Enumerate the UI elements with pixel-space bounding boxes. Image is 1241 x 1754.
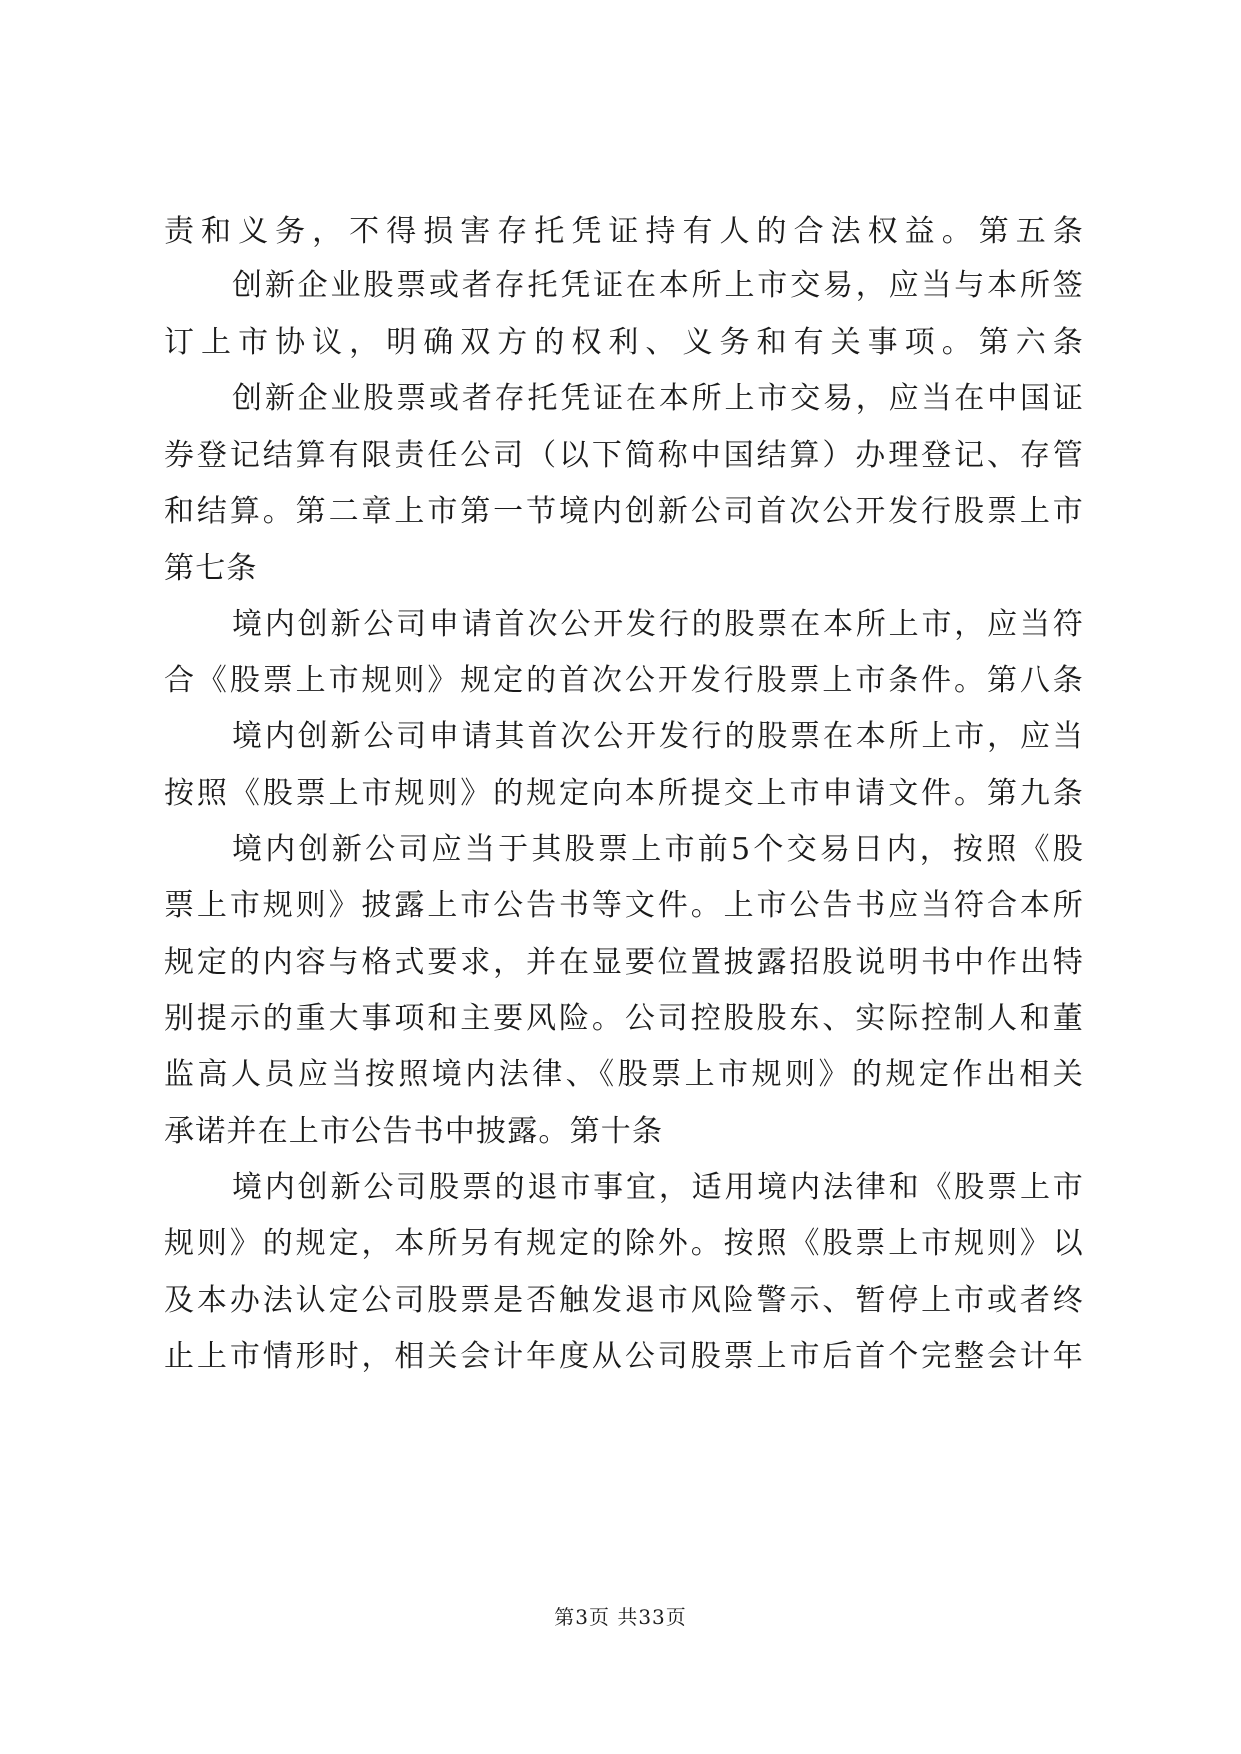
body-text-line: 止上市情形时，相关会计年度从公司股票上市后首个完整会计年 [164,1339,1084,1374]
body-text-line: 订上市协议，明确双方的权利、义务和有关事项。第六条 [164,325,1084,360]
body-text-line: 票上市规则》披露上市公告书等文件。上市公告书应当符合本所 [164,888,1084,923]
body-text-line: 规定的内容与格式要求，并在显要位置披露招股说明书中作出特 [164,945,1084,980]
body-text-line: 合《股票上市规则》规定的首次公开发行股票上市条件。第八条 [164,663,1084,698]
body-text-line: 创新企业股票或者存托凭证在本所上市交易，应当在中国证 [232,381,1084,416]
body-text-line: 承诺并在上市公告书中披露。第十条 [164,1114,664,1149]
body-text-line: 境内创新公司股票的退市事宜，适用境内法律和《股票上市 [232,1170,1084,1205]
body-text-line: 规则》的规定，本所另有规定的除外。按照《股票上市规则》以 [164,1226,1084,1261]
body-text-line: 监高人员应当按照境内法律、《股票上市规则》的规定作出相关 [164,1057,1084,1092]
body-text-line: 创新企业股票或者存托凭证在本所上市交易，应当与本所签 [232,268,1084,303]
page-number-footer: 第3页 共33页 [554,1605,687,1629]
body-text-line: 境内创新公司申请首次公开发行的股票在本所上市，应当符 [232,607,1084,642]
body-text-line: 第七条 [164,551,258,586]
body-text-line: 境内创新公司应当于其股票上市前5个交易日内，按照《股 [232,832,1084,867]
body-text-line: 及本办法认定公司股票是否触发退市风险警示、暂停上市或者终 [164,1283,1084,1318]
body-text-line: 别提示的重大事项和主要风险。公司控股股东、实际控制人和董 [164,1001,1084,1036]
body-text-line: 责和义务，不得损害存托凭证持有人的合法权益。第五条 [164,214,1084,249]
body-text-line: 和结算。第二章上市第一节境内创新公司首次公开发行股票上市 [164,494,1084,529]
body-text-line: 按照《股票上市规则》的规定向本所提交上市申请文件。第九条 [164,776,1084,811]
body-text-line: 券登记结算有限责任公司（以下简称中国结算）办理登记、存管 [164,438,1084,473]
body-text-line: 境内创新公司申请其首次公开发行的股票在本所上市，应当 [232,719,1084,754]
